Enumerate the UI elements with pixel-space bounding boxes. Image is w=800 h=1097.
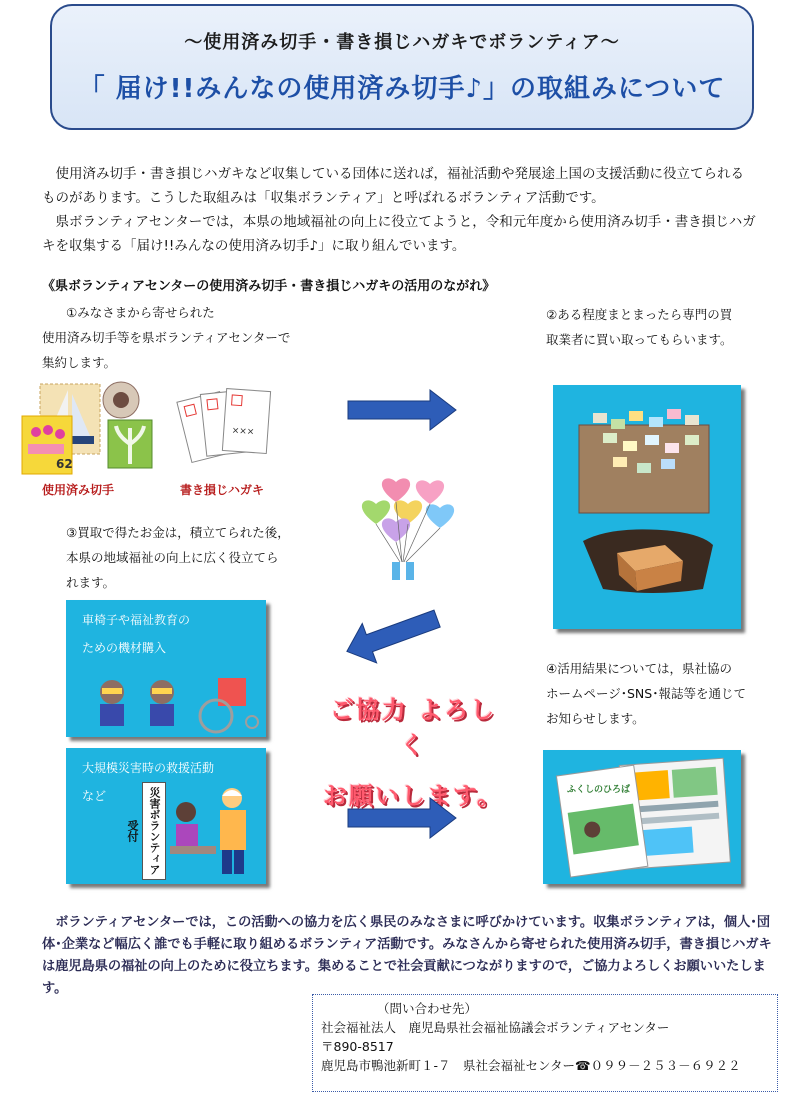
magazine-title: ふくしのひろば <box>567 785 631 795</box>
panel-line: など <box>82 789 107 803</box>
contact-box <box>312 994 778 1092</box>
closing-text <box>42 912 777 1000</box>
volunteer-illustration <box>166 784 262 880</box>
cta-line: ご協力 よろしく <box>329 696 497 759</box>
contact-postal: 〒890-8517 <box>321 1039 394 1054</box>
collection-panel <box>553 385 741 629</box>
step-line: ②ある程度まとまったら専門の買 <box>546 307 733 322</box>
postcards-illustration <box>176 378 276 478</box>
intro-text <box>42 162 757 258</box>
step-1-text <box>42 300 312 375</box>
step-2-text <box>546 302 776 352</box>
step-line: 集約します。 <box>42 355 117 370</box>
step-line: 取業者に買い取ってもらいます。 <box>546 332 733 347</box>
panel-line: 車椅子や福祉教育の <box>82 613 191 627</box>
page-title: 「 届け!!みんなの使用済み切手♪」の取組みについて <box>78 74 726 104</box>
step-line: 本県の地域福祉の向上に広く役立てら <box>66 550 279 565</box>
contact-address: 鹿児島市鴨池新町１-７ 県社会福祉センター☎０９９－２５３－６９２２ <box>321 1058 741 1073</box>
balloons-icon <box>352 470 462 585</box>
step-line: お知らせします。 <box>546 711 645 726</box>
step-line: ①みなさまから寄せられた <box>66 305 215 320</box>
stamp-value: 62 <box>56 457 73 471</box>
newsletter-panel <box>543 750 741 884</box>
step-4-text <box>546 656 776 731</box>
contact-org: 社会福祉法人 鹿児島県社会福祉協議会ボランティアセンター <box>321 1020 670 1035</box>
step-line: ホームページ･SNS･報誌等を通じて <box>546 686 746 701</box>
postcard-marks: ××× <box>231 426 255 438</box>
step-line: 使用済み切手等を県ボランティアセンターで <box>42 330 291 345</box>
closing-paragraph: ボランティアセンターでは，この活動への協力を広く県民のみなさまに呼びかけています。収集ボランティアは，個人･団体･企業など幅広く誰でも手軽に取り組めるボランティア活動です。みなさんから寄せられた使用済み切手，書き損じハガキは鹿児島県の福祉の向上のために役立ちます。集めることで社会貢献につながりますので，ご協力よろしくお願いいたします。 <box>42 915 772 996</box>
panel-text <box>82 606 190 662</box>
cooperation-message <box>318 690 508 811</box>
flow-heading: 《県ボランティアセンターの使用済み切手・書き損じハガキの活用のながれ》 <box>42 279 496 294</box>
page-subtitle: ～使用済み切手・書き損じハガキでボランティア～ <box>184 32 620 53</box>
arrow-right-icon <box>348 796 458 840</box>
equipment-panel <box>66 600 266 737</box>
intro-paragraph: 県ボランティアセンターでは，本県の地域福祉の向上に役立てようと，令和元年度から使用済み切手・書き損じハガキを収集する「届け!!みんなの使用済み切手♪」に取り組んでいます。 <box>42 214 756 254</box>
arrow-right-icon <box>348 388 458 432</box>
contact-heading: （問い合わせ先） <box>377 1001 478 1016</box>
intro-paragraph: 使用済み切手・書き損じハガキなど収集している団体に送れば，福祉活動や発展途上国の支援活動に役立てられるものがあります。こうした取組みは「収集ボランティア」と呼ばれるボランティア活動です。 <box>42 166 744 206</box>
postcards-label: 書き損じハガキ <box>180 483 265 497</box>
stamps-pile-illustration <box>553 385 741 629</box>
disaster-relief-panel <box>66 748 266 884</box>
panel-line: ための機材購入 <box>82 641 167 655</box>
magazine-illustration <box>543 750 741 884</box>
step-line: ③買取で得たお金は，積立てられた後， <box>66 525 290 540</box>
volunteer-sign: 災害ボランティア受付 <box>142 782 166 880</box>
wheelchair-illustration <box>66 670 266 737</box>
title-banner <box>50 4 754 130</box>
cta-line: お願いします。 <box>322 782 504 810</box>
step-3-text <box>42 520 312 595</box>
step-line: ④活用結果については，県社協の <box>546 661 732 676</box>
arrow-left-icon <box>342 600 442 670</box>
stamps-label: 使用済み切手 <box>42 483 115 497</box>
stamps-illustration <box>18 378 158 478</box>
step-line: れます。 <box>66 575 116 590</box>
panel-line: 大規模災害時の救援活動 <box>82 761 215 775</box>
